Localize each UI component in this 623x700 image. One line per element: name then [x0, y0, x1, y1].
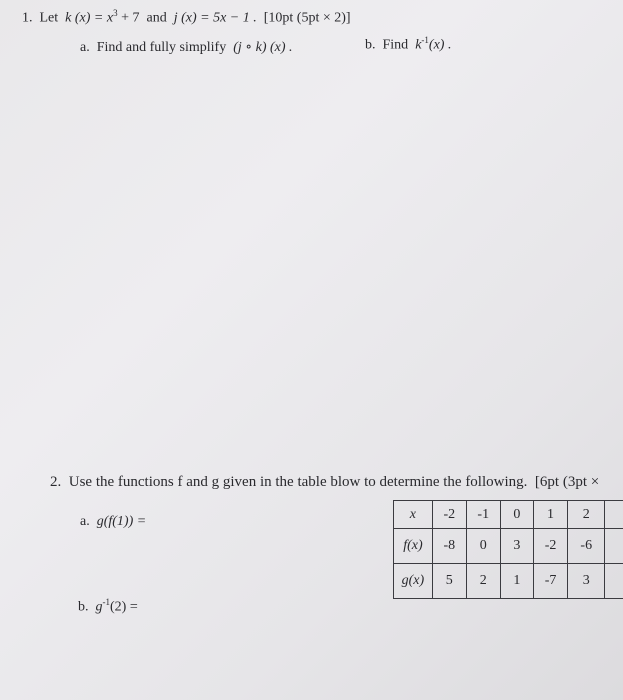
part-b-inverse-exponent: -1 [102, 597, 110, 607]
table-cell: x [394, 501, 433, 529]
part-b-inverse-exponent: -1 [421, 35, 429, 45]
question-1-statement [22, 8, 351, 27]
table-cell: g(x) [394, 564, 433, 599]
table-row-x [394, 501, 623, 529]
table-cell: 1 [500, 564, 533, 599]
table-cell [605, 564, 623, 599]
question-2b [78, 597, 138, 616]
part-b-argument: (x) . [428, 37, 452, 53]
question-2a [80, 514, 146, 530]
k-function-rest: + 7 [121, 10, 140, 26]
table-row-g [394, 564, 623, 599]
part-b-label: b. [78, 599, 89, 615]
part-b-function: g [95, 599, 103, 615]
question-1a [80, 39, 293, 56]
question-2-points: [6pt (3pt × [534, 474, 600, 490]
part-b-argument: (2) = [110, 599, 138, 615]
part-b-function: k [415, 37, 422, 53]
part-a-expression: g(f(1)) = [96, 514, 147, 529]
table-cell: 0 [466, 529, 500, 564]
table-row-f [394, 529, 623, 564]
table-cell: 0 [500, 501, 533, 529]
table-cell: 1 [534, 501, 568, 529]
function-value-table [393, 500, 623, 599]
part-a-text: Find and fully simplify [96, 40, 227, 55]
question-1b [365, 35, 451, 54]
question-2-statement [50, 474, 599, 491]
table-cell: -8 [432, 529, 466, 564]
part-a-label: a. [80, 514, 90, 529]
and-word: and [146, 10, 167, 26]
table-cell: 2 [568, 501, 605, 529]
question-2-text: Use the functions f and g given in the table blow to determine the following. [68, 474, 528, 490]
j-function-definition: j (x) = 5x − 1 . [173, 10, 257, 26]
table-cell: f(x) [394, 529, 433, 564]
k-exponent: 3 [113, 8, 118, 18]
question-number: 2. [50, 474, 62, 490]
part-a-expression: (j ∘ k) (x) . [233, 40, 293, 55]
table-cell: 5 [432, 564, 466, 599]
table-cell: -2 [432, 501, 466, 529]
table-cell: 2 [466, 564, 500, 599]
table-cell [605, 529, 623, 564]
question-number: 1. [22, 10, 33, 26]
part-b-label: b. [365, 37, 376, 53]
question-1-points: [10pt (5pt × 2)] [263, 10, 351, 26]
part-a-label: a. [80, 40, 90, 55]
k-function-definition: k (x) = x [65, 10, 114, 26]
table-cell [605, 501, 623, 529]
table-cell: 3 [500, 529, 533, 564]
table-cell: -7 [534, 564, 568, 599]
table-cell: -6 [568, 529, 605, 564]
table-cell: -1 [466, 501, 500, 529]
table-cell: -2 [534, 529, 568, 564]
let-word: Let [39, 10, 59, 26]
table-cell: 3 [568, 564, 605, 599]
part-b-text: Find [382, 37, 409, 53]
